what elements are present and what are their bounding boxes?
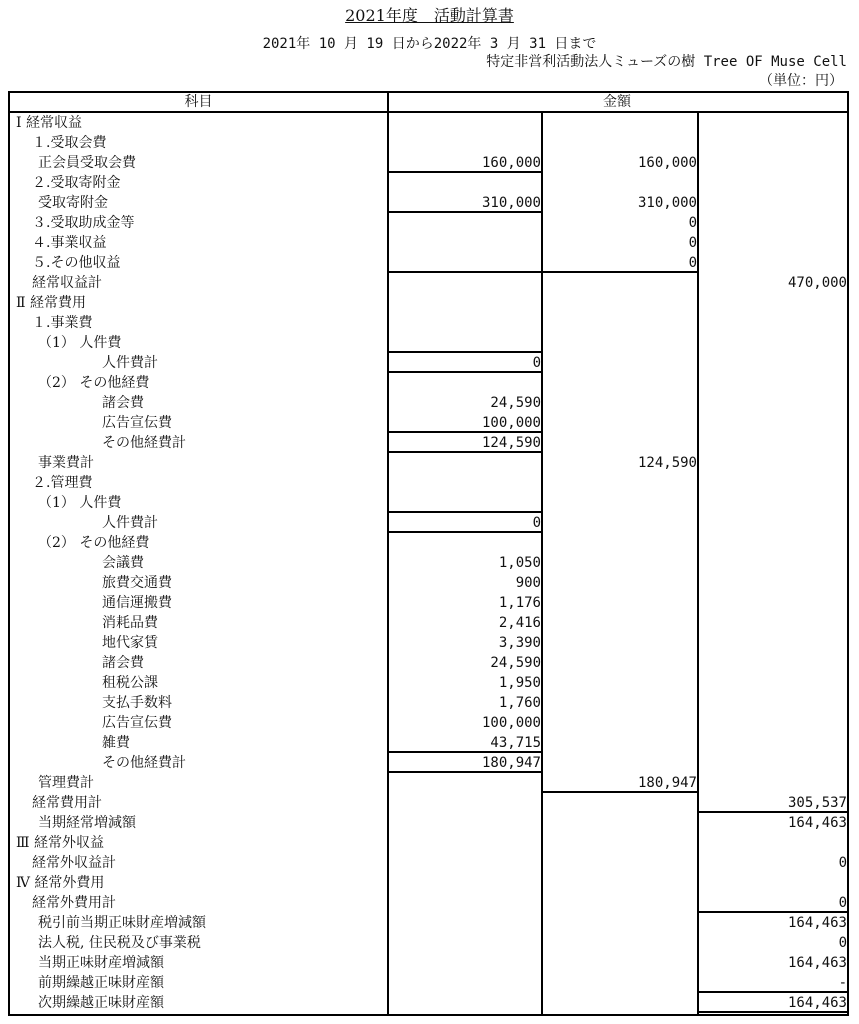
amount-col3: 0 bbox=[838, 895, 847, 911]
amount-col1: 1,176 bbox=[498, 595, 541, 611]
row-label: 正会員受取会費 bbox=[38, 155, 136, 171]
table-row bbox=[10, 513, 847, 533]
table-row bbox=[10, 773, 847, 793]
table-row bbox=[10, 393, 847, 413]
fiscal-period: 2021年 10 月 19 日から2022年 3 月 31 日まで bbox=[262, 36, 597, 52]
amount-col1: 24,590 bbox=[490, 655, 541, 671]
amount-col2: 180,947 bbox=[637, 775, 697, 791]
amount-col1: 160,000 bbox=[481, 155, 541, 171]
table-row bbox=[10, 453, 847, 473]
column-header-kamoku: 科目 bbox=[184, 94, 213, 110]
rule-line bbox=[389, 351, 541, 353]
amount-col3: 0 bbox=[838, 935, 847, 951]
activity-statement-table bbox=[8, 91, 849, 1016]
row-label: Ⅲ 経常外収益 bbox=[16, 835, 104, 851]
table-row bbox=[10, 373, 847, 393]
row-label: 前期繰越正味財産額 bbox=[38, 975, 164, 991]
row-label: 受取寄附金 bbox=[38, 195, 108, 211]
table-row bbox=[10, 953, 847, 973]
row-label: 広告宣伝費 bbox=[102, 715, 172, 731]
table-row bbox=[10, 833, 847, 853]
table-row bbox=[10, 913, 847, 933]
table-row bbox=[10, 633, 847, 653]
row-label: ２.管理費 bbox=[32, 475, 93, 491]
row-label: 人件費計 bbox=[102, 355, 158, 371]
table-body bbox=[10, 113, 847, 1014]
table-row bbox=[10, 893, 847, 913]
table-row bbox=[10, 353, 847, 373]
amount-col1: 310,000 bbox=[481, 195, 541, 211]
row-label: Ⅱ 経常費用 bbox=[16, 295, 86, 311]
amount-col2: 310,000 bbox=[637, 195, 697, 211]
row-label: 支払手数料 bbox=[102, 695, 172, 711]
row-label: 通信運搬費 bbox=[102, 595, 172, 611]
table-row bbox=[10, 173, 847, 193]
table-row bbox=[10, 153, 847, 173]
row-label: （1） 人件費 bbox=[38, 495, 122, 511]
row-label: ３.受取助成金等 bbox=[32, 215, 135, 231]
amount-col3: 164,463 bbox=[787, 815, 847, 831]
rule-line bbox=[699, 1011, 847, 1013]
table-row bbox=[10, 733, 847, 753]
row-label: 当期正味財産増減額 bbox=[38, 955, 164, 971]
table-row bbox=[10, 273, 847, 293]
row-label: 人件費計 bbox=[102, 515, 158, 531]
rule-line bbox=[699, 811, 847, 813]
rule-line bbox=[389, 771, 541, 773]
amount-col1: 0 bbox=[532, 515, 541, 531]
rule-line bbox=[543, 271, 697, 273]
rule-line bbox=[389, 431, 541, 433]
amount-col1: 3,390 bbox=[498, 635, 541, 651]
row-label: 諸会費 bbox=[102, 395, 144, 411]
table-row bbox=[10, 253, 847, 273]
row-label: 経常外費用計 bbox=[32, 895, 116, 911]
table-row bbox=[10, 693, 847, 713]
amount-col3: 164,463 bbox=[787, 995, 847, 1011]
row-label: 旅費交通費 bbox=[102, 575, 172, 591]
amount-col2: 160,000 bbox=[637, 155, 697, 171]
rule-line bbox=[699, 1014, 847, 1016]
row-label: 事業費計 bbox=[38, 455, 94, 471]
table-row bbox=[10, 493, 847, 513]
amount-col1: 1,760 bbox=[498, 695, 541, 711]
row-label: 税引前当期正味財産増減額 bbox=[38, 915, 206, 931]
row-label: 当期経常増減額 bbox=[38, 815, 136, 831]
amount-col2: 124,590 bbox=[637, 455, 697, 471]
table-row bbox=[10, 533, 847, 553]
amount-col1: 100,000 bbox=[481, 415, 541, 431]
table-row bbox=[10, 873, 847, 893]
row-label: 経常収益計 bbox=[32, 275, 102, 291]
rule-line bbox=[389, 451, 541, 453]
amount-col3: 164,463 bbox=[787, 955, 847, 971]
table-row bbox=[10, 793, 847, 813]
column-header-kingaku: 金額 bbox=[603, 94, 631, 110]
row-label: 法人税, 住民税及び事業税 bbox=[38, 935, 201, 951]
table-row bbox=[10, 993, 847, 1013]
row-label: 諸会費 bbox=[102, 655, 144, 671]
table-row bbox=[10, 593, 847, 613]
rule-line bbox=[699, 991, 847, 993]
row-label: （2） その他経費 bbox=[38, 535, 150, 551]
table-row bbox=[10, 133, 847, 153]
table-row bbox=[10, 413, 847, 433]
table-row bbox=[10, 673, 847, 693]
table-row bbox=[10, 653, 847, 673]
rule-line bbox=[389, 211, 541, 213]
table-row bbox=[10, 113, 847, 133]
amount-col3: 305,537 bbox=[787, 795, 847, 811]
row-label: 雑費 bbox=[102, 735, 130, 751]
amount-col1: 1,050 bbox=[498, 555, 541, 571]
rule-line bbox=[699, 911, 847, 913]
amount-col1: 2,416 bbox=[498, 615, 541, 631]
table-row bbox=[10, 433, 847, 453]
row-label: 次期繰越正味財産額 bbox=[38, 995, 164, 1011]
amount-col2: 0 bbox=[688, 215, 697, 231]
row-label: 経常外収益計 bbox=[32, 855, 116, 871]
amount-col3: 0 bbox=[838, 855, 847, 871]
table-row bbox=[10, 313, 847, 333]
rule-line bbox=[389, 751, 541, 753]
row-label: １.受取会費 bbox=[32, 135, 107, 151]
row-label: Ⅳ 経常外費用 bbox=[16, 875, 105, 891]
table-row bbox=[10, 293, 847, 313]
table-row bbox=[10, 853, 847, 873]
amount-col1: 24,590 bbox=[490, 395, 541, 411]
amount-col1: 900 bbox=[515, 575, 541, 591]
rule-line bbox=[389, 171, 541, 173]
row-label: 経常費用計 bbox=[32, 795, 102, 811]
row-label: その他経費計 bbox=[102, 435, 186, 451]
table-row bbox=[10, 573, 847, 593]
table-row bbox=[10, 333, 847, 353]
amount-col2: 0 bbox=[688, 235, 697, 251]
row-label: 消耗品費 bbox=[102, 615, 158, 631]
currency-unit: （単位：円） bbox=[759, 73, 843, 89]
amount-col3: 164,463 bbox=[787, 915, 847, 931]
table-row bbox=[10, 233, 847, 253]
row-label: その他経費計 bbox=[102, 755, 186, 771]
amount-col3: - bbox=[838, 975, 847, 991]
rule-line bbox=[389, 271, 541, 273]
amount-col1: 1,950 bbox=[498, 675, 541, 691]
amount-col1: 180,947 bbox=[481, 755, 541, 771]
table-row bbox=[10, 473, 847, 493]
row-label: 広告宣伝費 bbox=[102, 415, 172, 431]
row-label: （2） その他経費 bbox=[38, 375, 150, 391]
amount-col1: 124,590 bbox=[481, 435, 541, 451]
table-row bbox=[10, 213, 847, 233]
rule-line bbox=[389, 531, 541, 533]
table-row bbox=[10, 613, 847, 633]
row-label: 会議費 bbox=[102, 555, 144, 571]
amount-col1: 100,000 bbox=[481, 715, 541, 731]
rule-line bbox=[543, 791, 697, 793]
table-row bbox=[10, 753, 847, 773]
organization-name: 特定非営利活動法人ミューズの樹 Tree OF Muse Cell bbox=[486, 54, 847, 70]
table-row bbox=[10, 813, 847, 833]
table-row bbox=[10, 933, 847, 953]
row-label: ２.受取寄附金 bbox=[32, 175, 121, 191]
document-title: 2021年度 活動計算書 bbox=[345, 6, 514, 25]
table-row bbox=[10, 193, 847, 213]
table-row bbox=[10, 713, 847, 733]
amount-col3: 470,000 bbox=[787, 275, 847, 291]
row-label: １.事業費 bbox=[32, 315, 93, 331]
row-label: 租税公課 bbox=[102, 675, 158, 691]
row-label: ５.その他収益 bbox=[32, 255, 121, 271]
row-label: ４.事業収益 bbox=[32, 235, 107, 251]
amount-col2: 0 bbox=[688, 255, 697, 271]
rule-line bbox=[389, 511, 541, 513]
row-label: Ⅰ 経常収益 bbox=[16, 115, 82, 131]
table-row bbox=[10, 973, 847, 993]
amount-col1: 43,715 bbox=[490, 735, 541, 751]
amount-col1: 0 bbox=[532, 355, 541, 371]
table-header-row bbox=[10, 93, 847, 113]
row-label: 地代家賃 bbox=[102, 635, 158, 651]
table-row bbox=[10, 553, 847, 573]
rule-line bbox=[389, 371, 541, 373]
row-label: 管理費計 bbox=[38, 775, 94, 791]
row-label: （1） 人件費 bbox=[38, 335, 122, 351]
